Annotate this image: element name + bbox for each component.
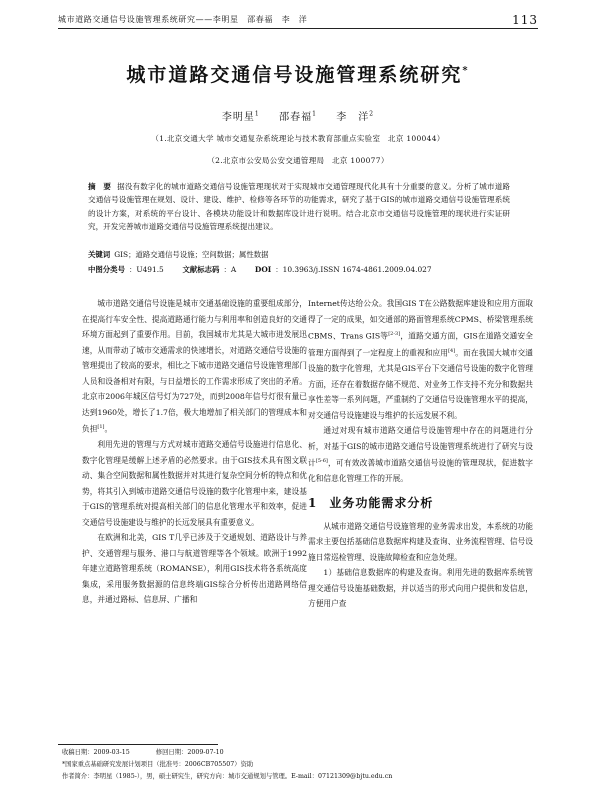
running-title: 城市道路交通信号设施管理系统研究——李明星 邵春福 李 洋 [58,15,308,24]
doi-label: DOI [254,265,272,274]
author-list [58,108,538,123]
body-paragraph-text: 城市道路交通信号设施是城市交通基础设施的重要组成部分，在提高行车安全性、提高道路通行能力与利用率和创造良好的交通环境方面起到了重要作用。目前，我国城市尤其是大城市进发展迅速，从而带动了城市交通需求的快速增长，对道路交通信号设施的管理提出了较高的要求，相比之下城市道路交通信号设施管理部门人员和设备相对有限，与日益增长的工作需求形成了突出的矛盾。北京市2006年城区信号灯为727处，而到2008年信号灯很有量已达到1960处，增长了1.7倍，极大地增加了相关部门的管理成本和负担 [82,299,307,434]
body-paragraph-text: 通过对现有城市道路交通信号设施管理中存在的问题进行分析，对基于GIS的城市道路交通信号设施管理系统进行了研究与设计 [308,426,533,468]
keywords-label: 关键词 [88,250,111,259]
received-date: 2009-03-15 [93,749,130,756]
running-header [58,12,538,29]
section-title: 业务功能需求分析 [329,495,434,510]
doc-code-label: 文献标志码 [182,265,220,274]
author-name: 李明星 [221,112,255,123]
author-name: 李 洋 [336,112,370,123]
section-heading [308,493,533,513]
paper-title [58,60,538,87]
citation-mark: [5-6] [315,458,328,465]
classification-code: U491.5 [136,265,164,274]
body-paragraph: 1）基础信息数据库的构建及查询。利用先进的数据库系统管理交通信号设施基础数据，并以适当的形式向用户提供和发信息，方便用户查 [308,568,533,609]
title-footnote-mark: * [462,65,470,77]
body-paragraph: 从城市道路交通信号设施管理的业务需求出发，本系统的功能需求主要包括基础信息数据库构建及查询、业务流程管理、信号设施日常巡检管理、设施故障检查和应急处理。 [308,521,533,562]
paper-title-text: 城市道路交通信号设施管理系统研究 [126,64,463,86]
body-paragraph: 城市道路交通信号设施是城市交通基础设施的重要组成部分，在提高行车安全性、提高道路通行能力与利用率和创造良好的交通环境方面起到了重要作用。目前，我国城市尤其是大城市进发展迅速，从而带动了城市交通需求的快速增长，对道路交通信号设施的管理提出了较高的要求，相比之下城市道路交通信号设施管理部门人员和设备相对有限，与日益增长的工作需求形成了突出的矛盾。北京市2006年城区信号灯为727处，而到2008年信号灯很有量已达到1960处，增长了1.7倍，极大地增加了相关部门的管理成本和负担[1]。 [82,299,307,434]
body-paragraph [308,296,533,423]
body-paragraph-text: 。而在我国大城市交通设施的数字化管理，尤其是GIS平台下交通信号设施的数字化管理方面，还存在着数据存储不规范、对业务工作支持不充分和数据共享性差等一系列问题，严重制约了交通信号设施管理水平的提高，对交通信号设施建设与维护的长远发展不利。 [308,348,533,420]
author-affiliation-mark: 2 [369,110,375,118]
author-affiliation-mark: 1 [312,110,317,118]
body-column-left [82,296,307,608]
affiliation-2: （2.北京市公安局公安交通管理局 北京 100077） [207,156,389,165]
abstract-text: 据没有数字化的城市道路交通信号设施管理现状对于实现城市交通管理现代化具有十分重要的意义。分析了城市道路交通信号设施管理在规划、设计、建设、维护、检修等各环节的功能需求，研究了基于GIS的城市道路交通信号设施管理系统的设计方案，对系统的平台设计、各模块功能设计和数据库设计进行说明。结合北京市交通信号设施管理的现状进行实证研究，开发完善城市道路交通信号设施管理系统提出建议。 [88,182,511,232]
abstract [88,180,510,234]
author-affiliation-mark: 1 [254,110,260,118]
received-label: 收稿日期 [62,749,88,756]
citation-mark: [1] [97,424,105,430]
keywords-line [88,249,510,260]
footnote-funding: *国家重点基础研究发展计划项目（批准号：2006CB705507）资助 [62,761,254,768]
abstract-label: 摘 要 [88,182,112,191]
affiliation-1: （1.北京交通大学 城市交通复杂系统理论与技术教育部重点实验室 北京 100044） [151,134,445,143]
body-paragraph: 在欧洲和北美，GIS T几乎已涉及于交通规划、道路设计与养护、交通管理与服务、港口与航道管理等各个领域。欧洲于1992年建立道路管理系统（ROMANSE），利用GIS技术将各系统高度集成，采用服务数据源的信息终端GIS综合分析传出道路网络信息，并通过路标、信息屏、广播和 [82,533,307,605]
footnote-author-info: 作者简介：李明星（1985-），男，硕士研究生，研究方向：城市交通规划与管理。E-mail：07121309@bjtu.edu.cn [62,773,393,780]
page-number: 113 [512,13,538,27]
body-paragraph [308,423,533,487]
body-paragraph-text: ，道路交通方面，GIS在道路交通安全管理方面得到了一定程度上的重视和应用 [308,331,533,358]
author-name: 邵春福 [279,112,313,123]
doi-value: 10.3963/j.ISSN 1674-4861.2009.04.027 [282,265,432,274]
revised-date: 2009-07-10 [187,749,224,756]
body-paragraph-text: Internet传达给公众。我国GIS T在公路数据库建设和应用方面取得了一定的成果，如交通部的路面管理系统CPMS、桥梁管理系统CBMS、Trans GIS等 [308,299,533,341]
body-column-right [308,296,533,612]
section-number: 1 [308,495,318,510]
keywords-text: GIS；道路交通信号设施；空间数据；属性数据 [114,250,269,259]
footnote-dates: 收稿日期：2009-03-15 修回日期：2009-07-10 [62,749,224,756]
classification-label: 中图分类号 [88,265,125,274]
body-paragraph-text: ，可有效改善城市道路交通信号设施的管理现状，促进数字化和信息化管理工作的开展。 [308,458,533,484]
footnotes [62,747,538,783]
doc-code: A [230,265,237,274]
citation-mark: [2-3] [388,331,401,337]
footnote-divider [58,744,218,745]
citation-mark: [4] [448,348,456,355]
body-paragraph: 利用先进的管理与方式对城市道路交通信号设施进行信息化、数字化管理是缓解上述矛盾的必然要求。由于GIS技术具有图文联动、集合空间数据和属性数据并对其进行复杂空间分析的特点和优势，将其引入到城市道路交通信号设施的数字化管理中来，建设基于GIS的管理系统对提高相关部门的信息化管理水平和效率，促进交通信号设施建设与维护的长远发展具有重要意义。 [82,440,307,527]
revised-label: 修回日期 [155,749,182,756]
classification-line: 中图分类号 ：U491.5 文献标志码 ：A DOI ：10.3963/j.ISSN 1674-4861.2009.04.027 [88,265,432,274]
